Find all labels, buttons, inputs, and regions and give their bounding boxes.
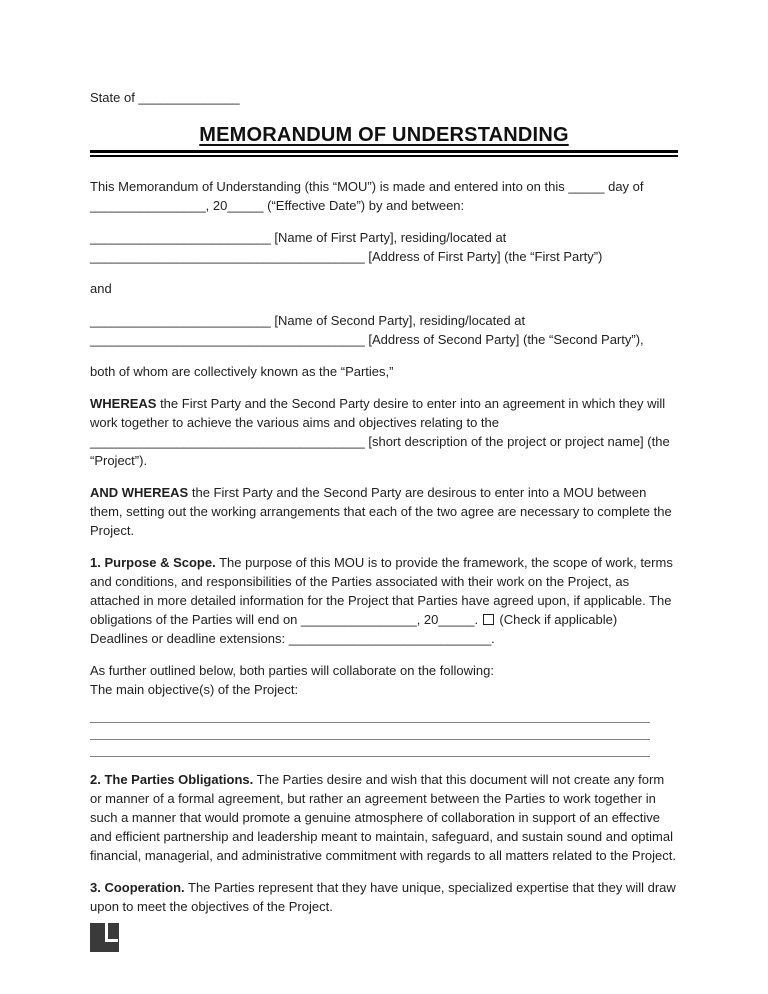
parties-obligations-text: The Parties desire and wish that this document will not create any form or manner of a formal agreement, but rather an agreement between the Parties to work together in such a manner that would promote a genuine atmosphere of collaboration in support of an effective and efficient partnership and leadership meant to maintain, safeguard, and sustain sound and optimal financial, managerial, and administrative commitment with regards to all matters related to the Project.	[90, 772, 676, 863]
document-content	[90, 88, 678, 916]
deadline-checkbox	[483, 614, 494, 625]
section-parties-obligations	[90, 770, 678, 865]
title-divider-rule	[90, 150, 678, 157]
whereas-text: the First Party and the Second Party desire to enter into an agreement in which they will work together to achieve the various aims and objectives relating to the ______________________________________ [short description of the project or project name] (the “Project”).	[90, 396, 670, 468]
second-party-block	[90, 311, 678, 349]
state-of-line: State of ______________	[90, 90, 240, 105]
whereas-paragraph	[90, 394, 678, 470]
main-objectives-line: The main objective(s) of the Project:	[90, 682, 299, 697]
objective-blank-line	[90, 740, 650, 757]
section-cooperation	[90, 878, 678, 916]
second-party-address-line: ______________________________________ [Address of Second Party] (the “Second Party”),	[90, 332, 644, 347]
and-whereas-lead: AND WHEREAS	[90, 485, 189, 500]
and-conjunction: and	[90, 281, 112, 296]
and-whereas-paragraph	[90, 483, 678, 540]
parties-obligations-heading: 2. The Parties Obligations.	[90, 772, 254, 787]
objective-blank-line	[90, 723, 650, 740]
purpose-scope-heading: 1. Purpose & Scope.	[90, 555, 216, 570]
second-party-name-line: _________________________ [Name of Second Party], residing/located at	[90, 313, 526, 328]
logo-letter-l-icon	[105, 923, 118, 942]
objective-blank-line	[90, 706, 650, 723]
purpose-checkbox-label: (Check if applicable) Deadlines or deadline extensions: ____________________________.	[90, 612, 618, 646]
first-party-block	[90, 228, 678, 266]
first-party-address-line: ______________________________________ [Address of First Party] (the “First Party”)	[90, 249, 603, 264]
and-whereas-text: the First Party and the Second Party are desirous to enter into a MOU between them, setting out the working arrangements that each of the two agree are necessary to complete the Project.	[90, 485, 672, 538]
whereas-lead: WHEREAS	[90, 396, 157, 411]
legal-templates-logo-icon	[90, 923, 119, 952]
collaborate-line: As further outlined below, both parties will collaborate on the following:	[90, 663, 494, 678]
cooperation-text: The Parties represent that they have unique, specialized expertise that they will draw upon to meet the objectives of the Project.	[90, 880, 676, 914]
purpose-scope-text: The purpose of this MOU is to provide the framework, the scope of work, terms and conditions, and responsibilities of the Parties associated with their work on the Project, as attached in more detailed information for the Project that Parties have agreed upon, if applicable. The obligations of the Parties will end on ________________, 20_____.	[90, 555, 673, 627]
cooperation-heading: 3. Cooperation.	[90, 880, 185, 895]
document-title: MEMORANDUM OF UNDERSTANDING	[199, 124, 569, 146]
collectively-known-line: both of whom are collectively known as the “Parties,”	[90, 364, 394, 379]
first-party-name-line: _________________________ [Name of First Party], residing/located at	[90, 230, 507, 245]
collaboration-intro-block	[90, 661, 678, 699]
section-purpose-scope	[90, 553, 678, 648]
intro-paragraph: This Memorandum of Understanding (this “MOU”) is made and entered into on this _____ day of ________________, 20_____ (“Effective Date”) by and between:	[90, 179, 644, 213]
objectives-blank-lines	[90, 706, 650, 757]
